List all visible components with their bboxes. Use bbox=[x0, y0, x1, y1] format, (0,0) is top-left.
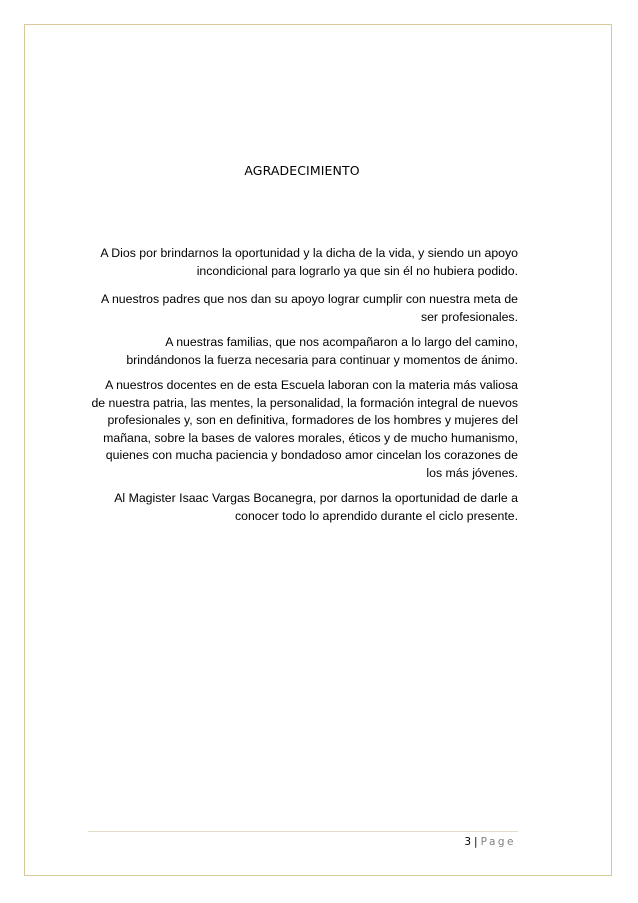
page-title: AGRADECIMIENTO bbox=[244, 163, 360, 178]
page-label: Page bbox=[480, 836, 516, 848]
footer-divider bbox=[88, 831, 518, 832]
paragraph-docentes: A nuestros docentes en de esta Escuela laboran con la materia más valiosa de nuestra patria, las mentes, la personalidad, la formación integral de nuevos profesionales y, son en definitiva, formadores de los hombres y mujeres del mañana, sobre la bases de valores morales, éticos y de mucho humanismo, quienes con mucha paciencia y bondadoso amor cincelan los corazones de los más jóvenes. bbox=[91, 378, 518, 480]
paragraph-familias: A nuestras familias, que nos acompañaron a lo largo del camino, brindándonos la fuerza necesaria para continuar y momentos de ánimo. bbox=[126, 335, 518, 367]
document-body bbox=[90, 245, 518, 534]
paragraph-magister: Al Magister Isaac Vargas Bocanegra, por darnos la oportunidad de darle a conocer todo lo aprendido durante el ciclo presente. bbox=[114, 491, 518, 523]
paragraph-padres: A nuestros padres que nos dan su apoyo lograr cumplir con nuestra meta de ser profesionales. bbox=[101, 292, 518, 324]
page-footer bbox=[0, 836, 516, 848]
footer-separator: | bbox=[474, 836, 478, 848]
paragraph-dios: A Dios por brindarnos la oportunidad y la dicha de la vida, y siendo un apoyo incondicional para lograrlo ya que sin él no hubiera podido. bbox=[100, 246, 518, 278]
page-number: 3 bbox=[464, 836, 472, 848]
